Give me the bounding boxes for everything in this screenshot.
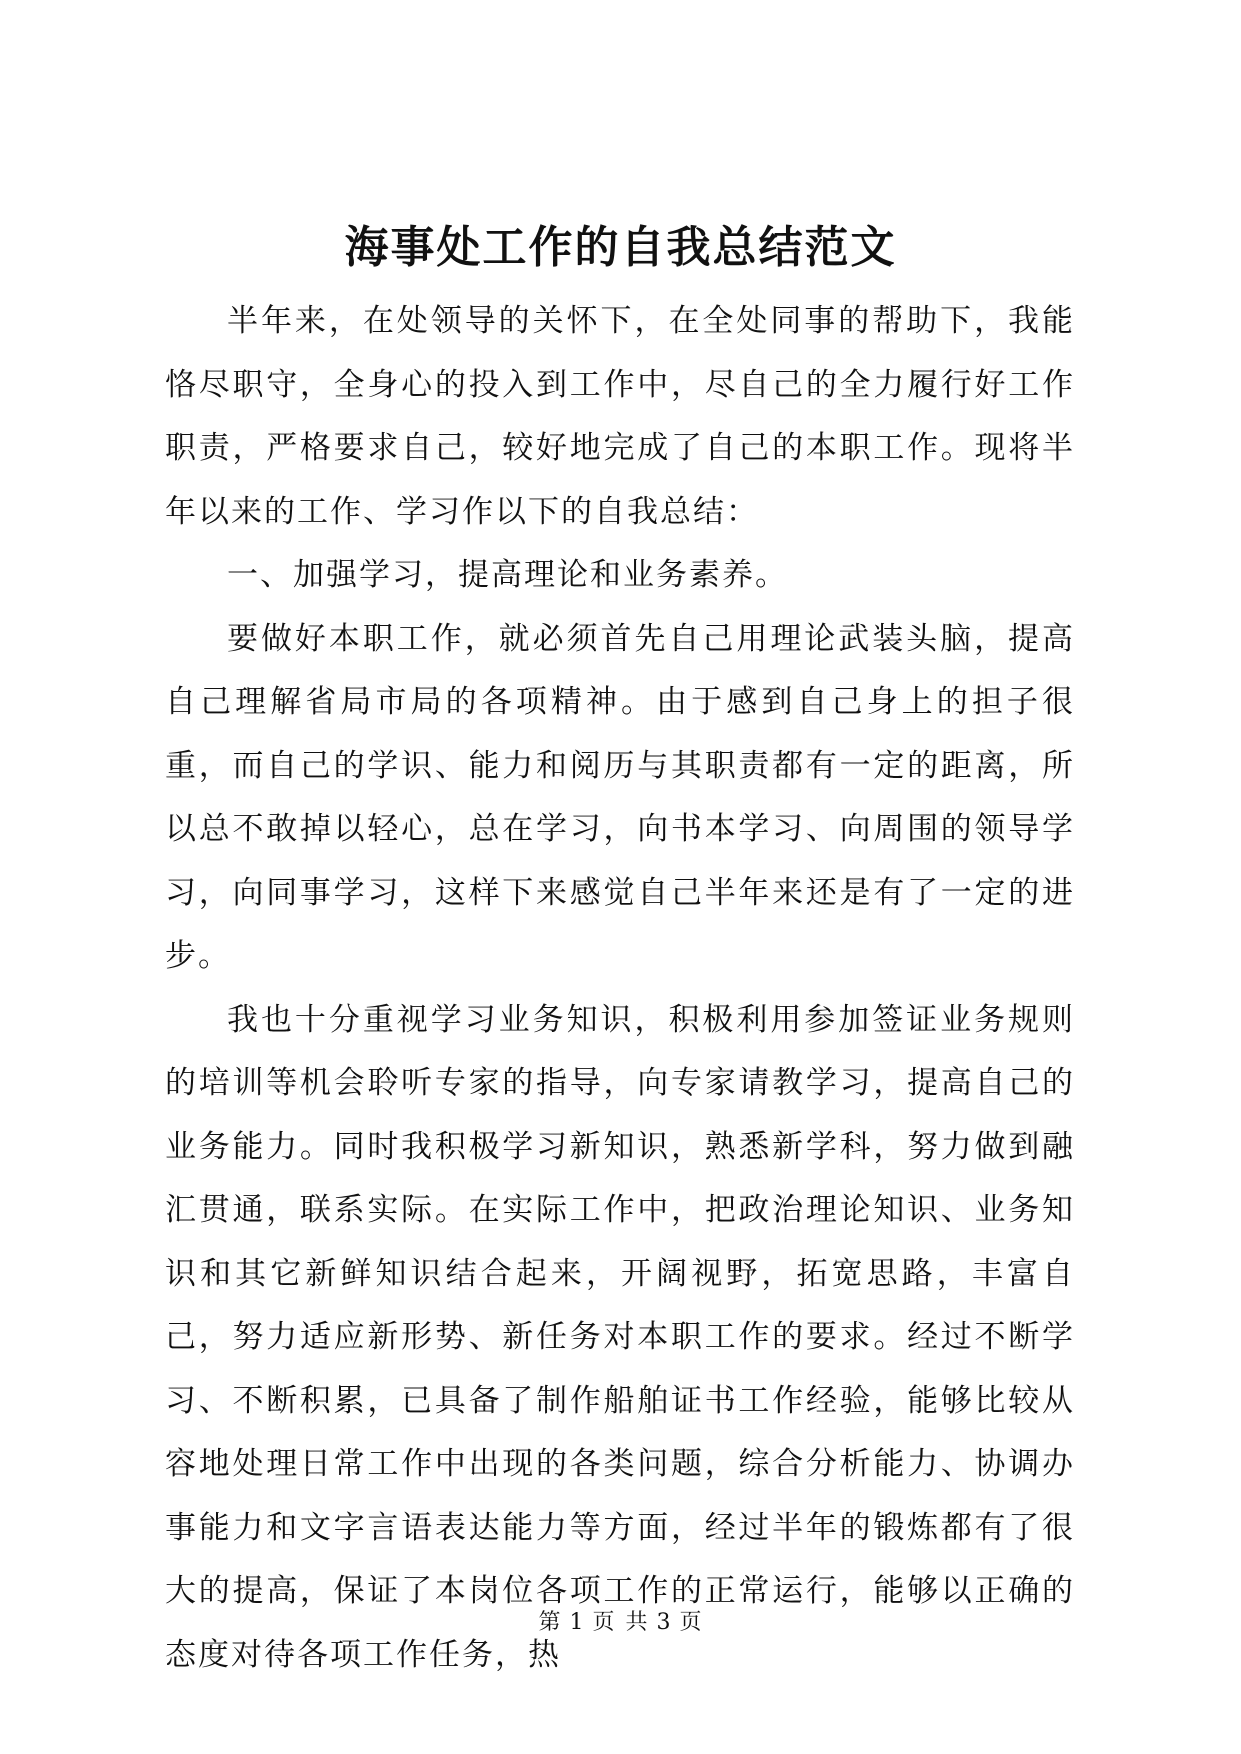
page-number: 第 1 页 xyxy=(538,1610,616,1635)
page-footer xyxy=(0,1608,1241,1638)
page-total: 共 3 页 xyxy=(625,1610,703,1635)
section-heading-1: 一、加强学习，提高理论和业务素养。 xyxy=(227,557,788,593)
document-title: 海事处工作的自我总结范文 xyxy=(344,222,897,273)
paragraph-study-theory: 要做好本职工作，就必须首先自己用理论武装头脑，提高自己理解省局市局的各项精神。由于感到自己身上的担子很重，而自己的学识、能力和阅历与其职责都有一定的距离，所以总不敢掉以轻心，总在学习，向书本学习、向周围的领导学习，向同事学习，这样下来感觉自己半年来还是有了一定的进步。 xyxy=(165,620,1075,974)
paragraph-intro: 半年来，在处领导的关怀下，在全处同事的帮助下，我能恪尽职守，全身心的投入到工作中，尽自己的全力履行好工作职责，严格要求自己，较好地完成了自己的本职工作。现将半年以来的工作、学习作以下的自我总结： xyxy=(165,303,1075,530)
document-body xyxy=(165,290,1075,1687)
paragraph-study-business: 我也十分重视学习业务知识，积极利用参加签证业务规则的培训等机会聆听专家的指导，向专家请教学习，提高自己的业务能力。同时我积极学习新知识，熟悉新学科，努力做到融汇贯通，联系实际。在实际工作中，把政治理论知识、业务知识和其它新鲜知识结合起来，开阔视野，拓宽思路，丰富自己，努力适应新形势、新任务对本职工作的要求。经过不断学习、不断积累，已具备了制作船舶证书工作经验，能够比较从容地处理日常工作中出现的各类问题，综合分析能力、协调办事能力和文字言语表达能力等方面，经过半年的锻炼都有了很大的提高，保证了本岗位各项工作的正常运行，能够以正确的态度对待各项工作任务，热 xyxy=(165,1001,1075,1673)
